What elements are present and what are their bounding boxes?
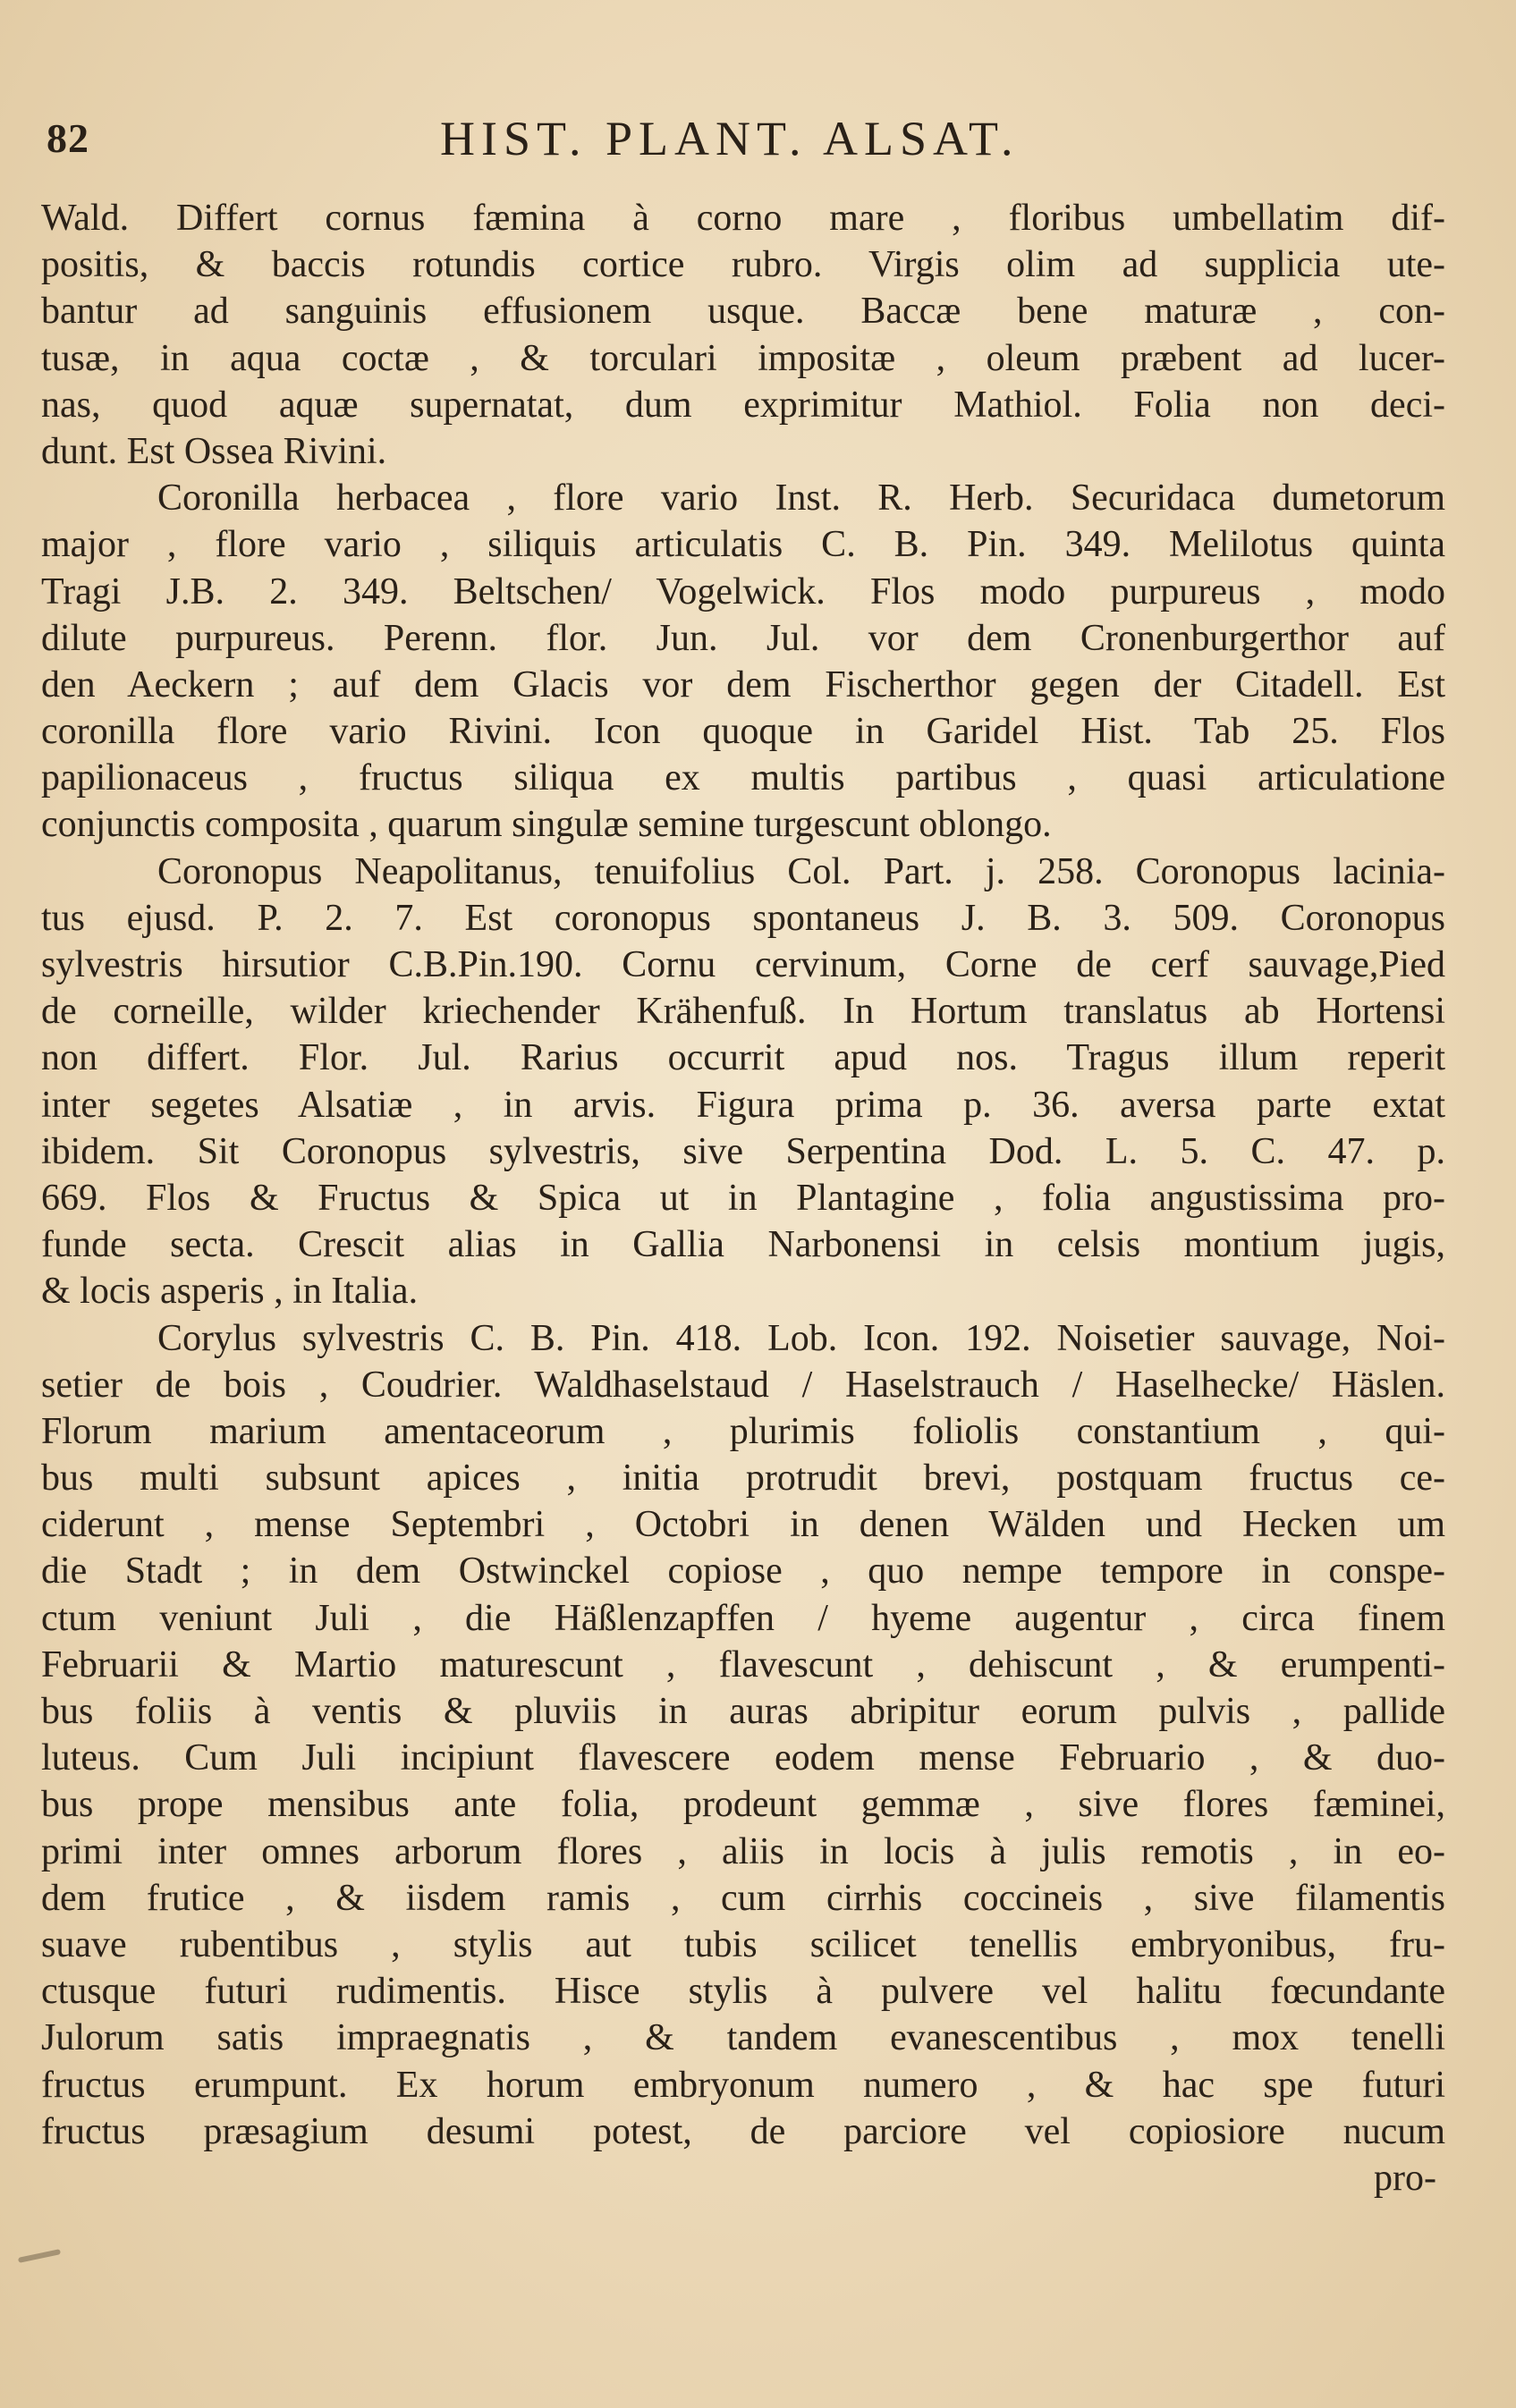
text-line: luteus. Cum Juli incipiunt flavescere eodem mense Februario , & duo-: [41, 1737, 1445, 1779]
text-line: bus foliis à ventis & pluviis in auras abripitur eorum pulvis , pallide: [41, 1691, 1445, 1732]
text-line: bus prope mensibus ante folia, prodeunt gemmæ , sive flores fæminei,: [41, 1784, 1445, 1826]
entry-heading-line: Coronopus Neapolitanus, tenuifolius Col. Part. j. 258. Coronopus lacinia-: [157, 850, 1445, 892]
text-line: ctum veniunt Juli , die Häßlenzapffen / hyeme augentur , circa finem: [41, 1597, 1445, 1639]
text-line: den Aeckern ; auf dem Glacis vor dem Fischerthor gegen der Citadell. Est: [41, 663, 1445, 706]
text-line: & locis asperis , in Italia.: [41, 1271, 419, 1313]
body-text: [41, 195, 1445, 2201]
page-number: 82: [47, 115, 89, 161]
text-line: ciderunt , mense Septembri , Octobri in denen Wälden und Hecken um: [41, 1504, 1445, 1546]
text-line: dilute purpureus. Perenn. flor. Jun. Jul. vor dem Cronenburgerthor auf: [41, 617, 1445, 659]
text-line: funde secta. Crescit alias in Gallia Narbonensi in celsis montium jugis,: [41, 1224, 1445, 1266]
entry-heading-line: Coronilla herbacea , flore vario Inst. R. Herb. Securidaca dumetorum: [157, 477, 1445, 520]
text-line: tusæ, in aqua coctæ , & torculari impositæ , oleum præbent ad lucer-: [41, 337, 1445, 379]
text-line: dem frutice , & iisdem ramis , cum cirrhis coccineis , sive filamentis: [41, 1877, 1445, 1919]
text-line: Wald. Differt cornus fæmina à corno mare , floribus umbellatim dif-: [41, 198, 1445, 239]
text-line: ibidem. Sit Coronopus sylvestris, sive Serpentina Dod. L. 5. C. 47. p.: [41, 1130, 1445, 1172]
ink-mark: [18, 2249, 61, 2263]
text-line: conjunctis composita , quarum singulæ semine turgescunt oblongo.: [41, 804, 1052, 846]
text-line: papilionaceus , fructus siliqua ex multis partibus , quasi articulatione: [41, 757, 1445, 799]
text-line: major , flore vario , siliquis articulatis C. B. Pin. 349. Melilotus quinta: [41, 524, 1445, 566]
text-line: suave rubentibus , stylis aut tubis scilicet tenellis embryonibus, fru-: [41, 1923, 1445, 1965]
running-head: HIST. PLANT. ALSAT.: [440, 112, 1020, 165]
text-line: 669. Flos & Fructus & Spica ut in Plantagine , folia angustissima pro-: [41, 1177, 1445, 1219]
text-line: Tragi J.B. 2. 349. Beltschen/ Vogelwick. Flos modo purpureus , modo: [41, 570, 1445, 613]
text-line: bus multi subsunt apices , initia protrudit brevi, postquam fructus ce-: [41, 1457, 1445, 1500]
page-header: [47, 107, 1442, 179]
catchword: pro-: [1374, 2157, 1436, 2199]
text-line: bantur ad sanguinis effusionem usque. Baccæ bene maturæ , con-: [41, 291, 1445, 333]
text-line: coronilla flore vario Rivini. Icon quoque in Garidel Hist. Tab 25. Flos: [41, 711, 1445, 753]
text-line: nas, quod aquæ supernatat, dum exprimitur Mathiol. Folia non deci-: [41, 384, 1445, 426]
text-line: die Stadt ; in dem Ostwinckel copiose , quo nempe tempore in conspe-: [41, 1550, 1445, 1593]
text-line: de corneille, wilder kriechender Krähenfuß. In Hortum translatus ab Hortensi: [41, 991, 1445, 1033]
text-line: Julorum satis impraegnatis , & tandem evanescentibus , mox tenelli: [41, 2017, 1445, 2059]
text-line: ctusque futuri rudimentis. Hisce stylis à pulvere vel halitu fœcundante: [41, 1971, 1445, 2013]
text-line: Florum marium amentaceorum , plurimis foliolis constantium , qui-: [41, 1410, 1445, 1452]
text-line: dunt. Est Ossea Rivini.: [41, 430, 387, 472]
text-line: tus ejusd. P. 2. 7. Est coronopus spontaneus J. B. 3. 509. Coronopus: [41, 897, 1445, 939]
text-line: Februarii & Martio maturescunt , flavescunt , dehiscunt , & erumpenti-: [41, 1643, 1445, 1686]
entry-heading-line: Corylus sylvestris C. B. Pin. 418. Lob. Icon. 192. Noisetier sauvage, Noi-: [157, 1317, 1445, 1359]
text-line: positis, & baccis rotundis cortice rubro. Virgis olim ad supplicia ute-: [41, 244, 1445, 286]
text-line: setier de bois , Coudrier. Waldhaselstaud / Haselstrauch / Haselhecke/ Häslen.: [41, 1364, 1445, 1406]
text-line: primi inter omnes arborum flores , aliis in locis à julis remotis , in eo-: [41, 1830, 1445, 1872]
text-line: non differt. Flor. Jul. Rarius occurrit apud nos. Tragus illum reperit: [41, 1037, 1445, 1079]
text-line: sylvestris hirsutior C.B.Pin.190. Cornu cervinum, Corne de cerf sauvage,Pied: [41, 944, 1445, 985]
text-line: fructus erumpunt. Ex horum embryonum numero , & hac spe futuri: [41, 2064, 1445, 2106]
text-line: inter segetes Alsatiæ , in arvis. Figura prima p. 36. aversa parte extat: [41, 1084, 1445, 1126]
text-line: fructus præsagium desumi potest, de parciore vel copiosiore nucum: [41, 2110, 1445, 2152]
